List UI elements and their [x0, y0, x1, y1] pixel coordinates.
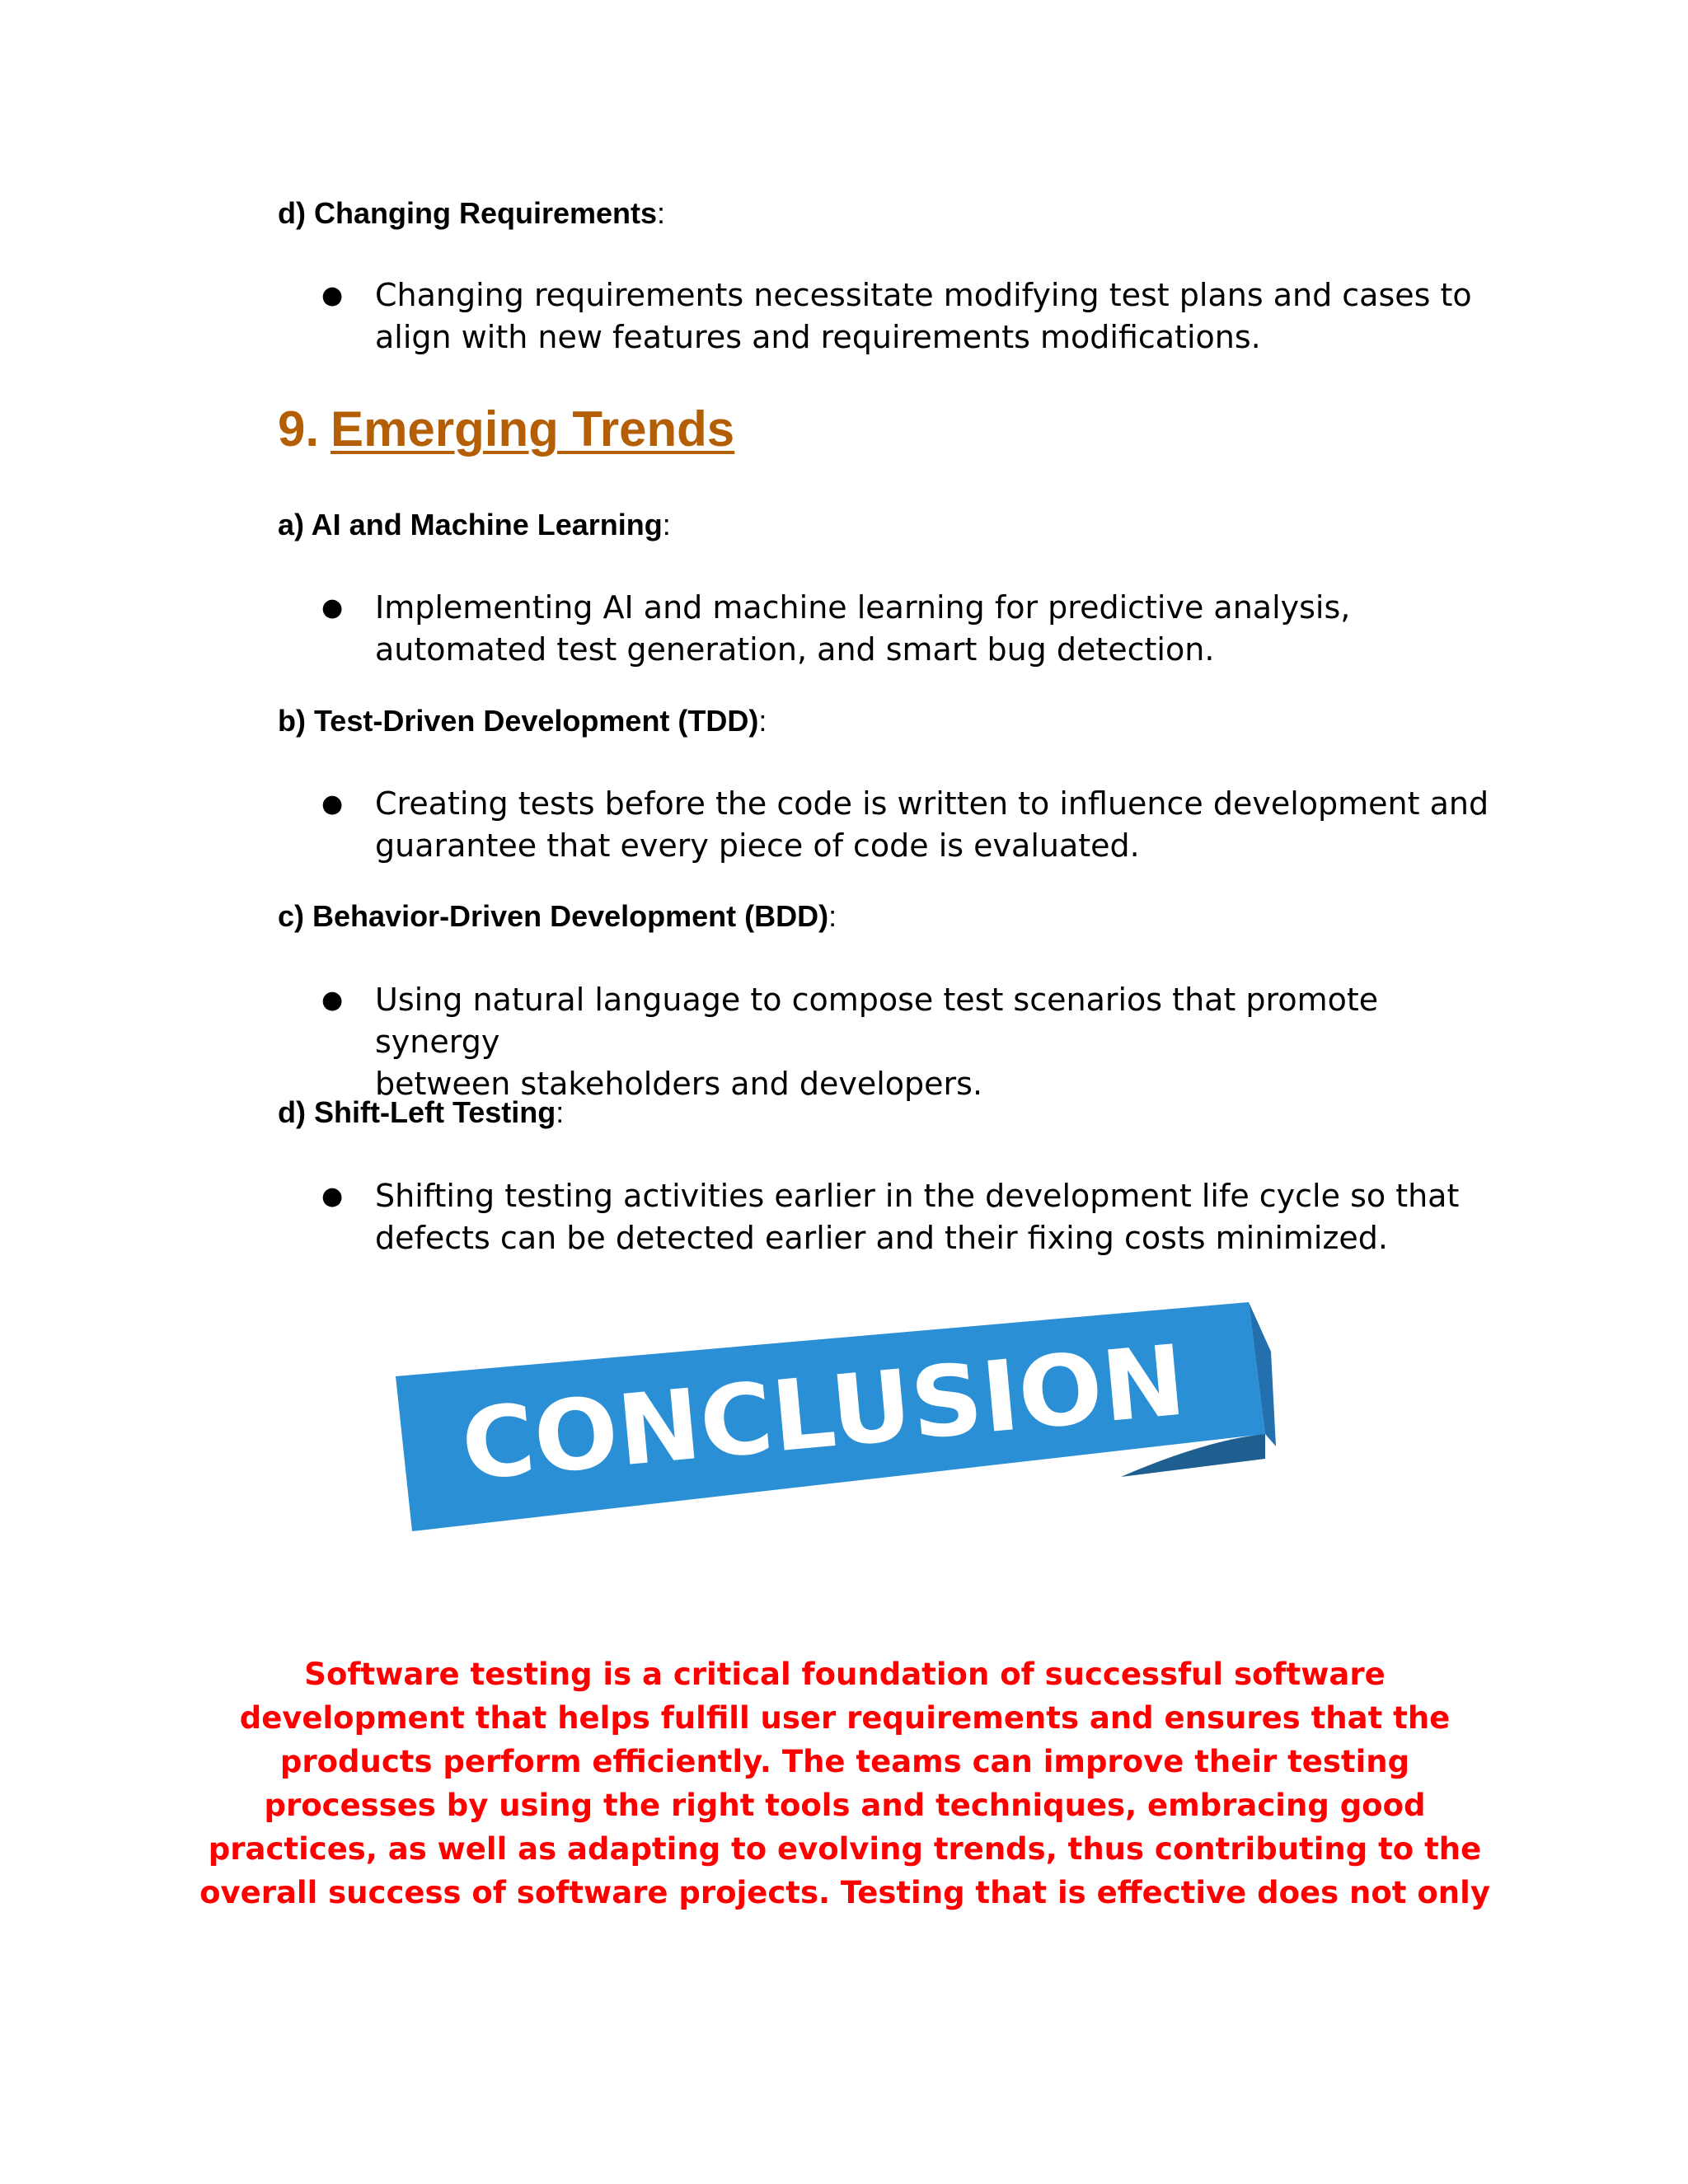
subheading-changing-requirements	[278, 195, 665, 232]
subheading-shift-left-testing	[278, 1094, 564, 1131]
subheading-ai-machine-learning	[278, 507, 671, 543]
section-title-link[interactable]: Emerging Trends	[331, 401, 735, 457]
subheading-colon: :	[556, 1095, 565, 1129]
bullet-item-bdd	[321, 979, 1508, 1105]
bullet-dot-icon: ●	[321, 281, 344, 310]
bullet-item-shift-left-testing	[321, 1175, 1508, 1259]
bullet-text: Shifting testing activities earlier in the development life cycle so that defects can be detected earlier and their fixing costs minimized.	[375, 1178, 1460, 1256]
bullet-dot-icon: ●	[321, 790, 344, 818]
bullet-item-changing-requirements	[321, 274, 1508, 359]
bullet-dot-icon: ●	[321, 1182, 344, 1211]
subheading-tdd	[278, 703, 767, 739]
conclusion-banner-image	[396, 1302, 1278, 1549]
section-heading	[278, 400, 734, 459]
bullet-text: Using natural language to compose test scenarios that promote synergy between stakeholders and developers.	[375, 982, 1379, 1102]
subheading-colon: :	[662, 508, 671, 541]
section-number: 9.	[278, 401, 320, 457]
bullet-dot-icon: ●	[321, 986, 344, 1015]
subheading-label: a) AI and Machine Learning	[278, 508, 663, 541]
bullet-dot-icon: ●	[321, 593, 344, 622]
subheading-label: d) Changing Requirements	[278, 196, 658, 230]
subheading-label: d) Shift-Left Testing	[278, 1095, 556, 1129]
bullet-text: Implementing AI and machine learning for predictive analysis, automated test generation, and smart bug detection.	[375, 589, 1351, 668]
conclusion-paragraph: Software testing is a critical foundation of successful software development that helps fulfill user requirements and ensures that the products perform efficiently. The teams can improve their testing processes by using the right tools and techniques, embracing good practices, as well as adapting to evolving trends, thus contributing to the overall success of software projects. Testing that is effective does not only	[199, 1657, 1490, 1910]
subheading-label: c) Behavior-Driven Development (BDD)	[278, 899, 829, 933]
subheading-bdd	[278, 898, 837, 935]
subheading-colon: :	[657, 196, 666, 230]
banner-word: CONCLUSION	[457, 1324, 1179, 1502]
subheading-label: b) Test-Driven Development (TDD)	[278, 704, 759, 738]
subheading-colon: :	[758, 704, 767, 738]
bullet-text: Creating tests before the code is written to influence development and guarantee that every piece of code is evaluated.	[375, 785, 1489, 864]
bullet-item-tdd	[321, 783, 1508, 867]
bullet-item-ai-machine-learning	[321, 587, 1508, 671]
subheading-colon: :	[828, 899, 837, 933]
bullet-text: Changing requirements necessitate modifying test plans and cases to align with new features and requirements modifications.	[375, 277, 1472, 355]
